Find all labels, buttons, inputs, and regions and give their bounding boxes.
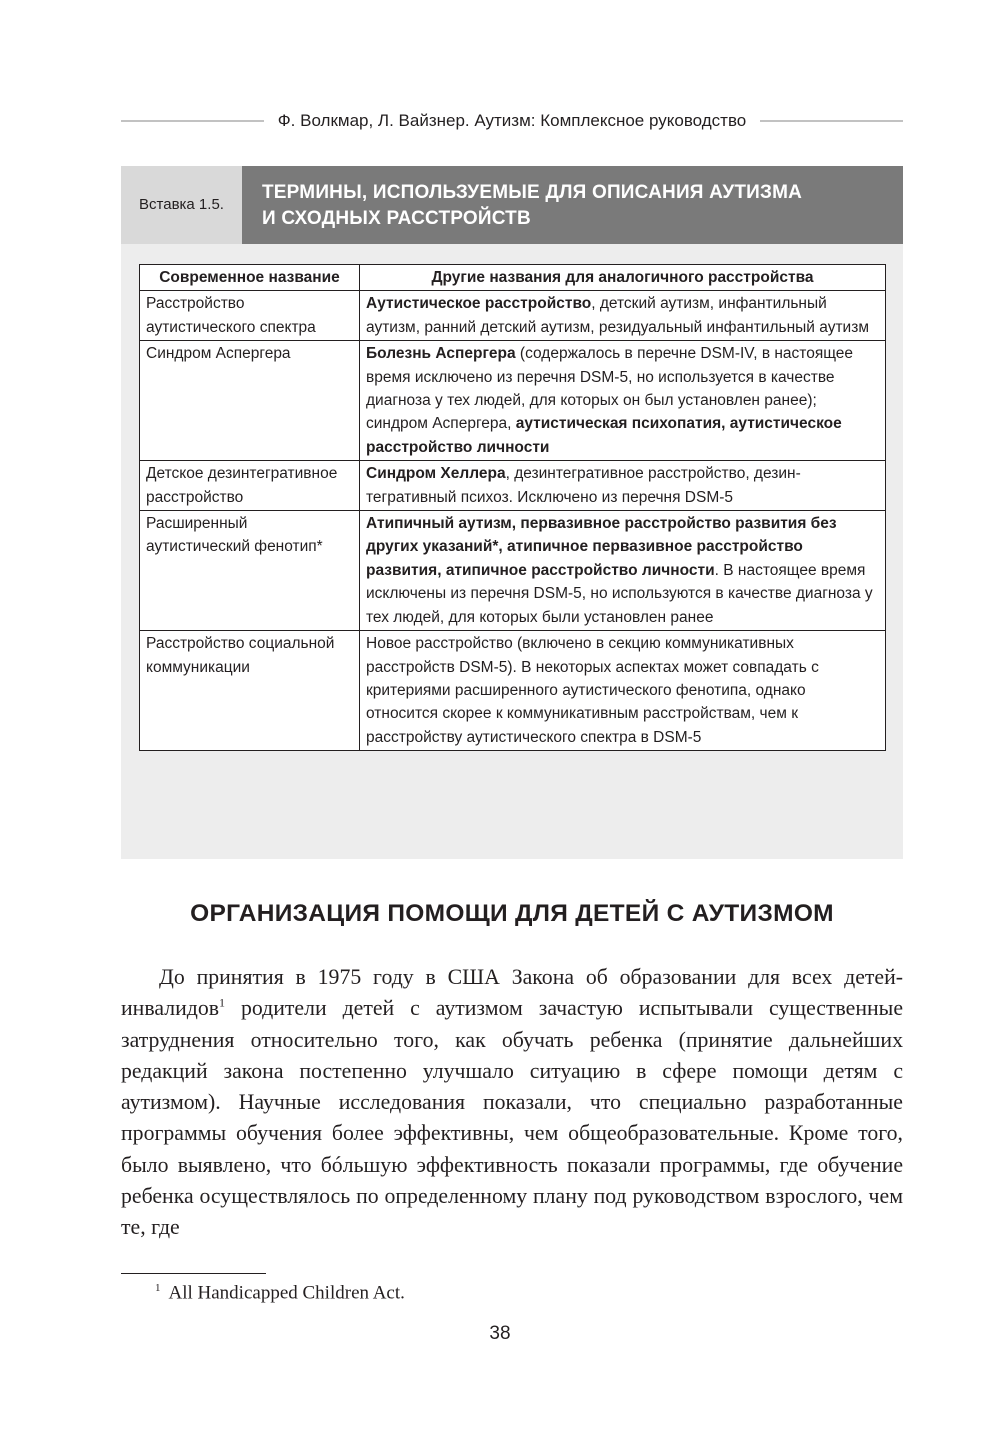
term-modern-name: Расстройство социальной коммуникации [140,631,360,751]
term-modern-name: Синдром Аспергера [140,341,360,461]
term-other-names [360,341,886,461]
term-text: . В настоящее время исключены из перечня DSM-5, но используются в качестве диагноза у тех людей, для которых были установлен ранее [366,561,873,626]
term-text: (содержалось в перечне DSM-IV, в настоящее время исключено из перечня DSM-5, но используется в качестве диагноза у тех людей, для которых он был установлен ранее); синдром Аспергера, [366,345,854,433]
footnote-mark: 1 [155,1282,161,1294]
term-highlight: Атипичный аутизм, первазивное расстройство развития без других указаний*, атипичное первазивное расстройство развития, атипичное расстройство личности [366,515,837,579]
terms-table [139,264,886,751]
term-text: Новое расстройство (включено в секцию коммуникативных расстройств DSM-5). В некоторых аспектах может совпадать с критериями расширенного аутистического фенотипа, однако относится скорее к коммуникативным расстройствам, чем к расстройству аутистического спектра в DSM-5 [366,635,819,746]
body-text-part2: родители детей с аутизмом зачастую испытывали существенные затруднения относительно того, как обучать ребенка (принятие дальнейших редакций закона постепенно улучшало ситуацию в сфере помощи детям с аутизмом). Научные исследования показали, что специально разработанные программы обучения более эффективны, чем общеобразовательные. Кроме того, было выявлено, что бóльшую эффективность показали программы, где обучение ребенка осуществлялось по определенному плану под руководством взрослого, чем те, где [121,996,903,1240]
term-modern-name: Расстройство аутистического спектра [140,291,360,341]
table-row [140,461,886,511]
inset-box-title-panel [242,166,903,244]
terms-table-body [140,291,886,751]
terms-table-header-modern: Современное название [140,265,360,291]
inset-box-label: Вставка 1.5. [121,166,242,244]
running-head-rule-right [760,120,903,122]
term-other-names [360,291,886,341]
footnote-rule [121,1273,266,1274]
terms-table-header-row [140,265,886,291]
running-head [121,108,903,134]
inset-box-title-line2: И СХОДНЫХ РАССТРОЙСТВ [262,208,531,229]
inset-box-header [121,166,903,244]
table-row [140,291,886,341]
running-head-rule-left [121,120,264,122]
inset-box [121,166,903,859]
term-other-names [360,631,886,751]
table-row [140,341,886,461]
term-highlight: аутистическая психопатия, аутистическое расстройство личности [366,415,842,456]
term-text: , детский аутизм, инфантильный аутизм, ранний детский аутизм, резидуальный инфантильный аутизм [366,295,869,336]
term-highlight: Синдром Хеллера [366,465,506,483]
page-number: 38 [489,1323,511,1344]
term-other-names [360,511,886,631]
terms-table-header-other: Другие названия для аналогичного расстройства [360,265,886,291]
inset-box-title [262,180,882,232]
term-modern-name: Детское дезинтегративное расстройство [140,461,360,511]
footnote-text: All Handicapped Children Act. [168,1282,405,1304]
running-head-text: Ф. Волкмар, Л. Вайзнер. Аутизм: Комплексное руководство [277,111,747,130]
term-modern-name: Расширенный аутистический фенотип* [140,511,360,631]
section-title: ОРГАНИЗАЦИЯ ПОМОЩИ ДЛЯ ДЕТЕЙ С АУТИЗМОМ [190,900,834,927]
term-highlight: Аутистическое расстройство [366,295,592,313]
term-highlight: Болезнь Аспергера [366,345,516,363]
body-footnote-mark: 1 [219,996,226,1011]
term-text: , дезинтегративное расстройство, дезинтегративный психоз. Исключено из перечня DSM-5 [366,465,801,506]
table-row [140,631,886,751]
footnote [155,1282,405,1304]
inset-box-title-line1: ТЕРМИНЫ, ИСПОЛЬЗУЕМЫЕ ДЛЯ ОПИСАНИЯ АУТИЗМА [262,182,803,203]
body-text-part1: До принятия в 1975 году в США Закона об образовании для всех детей-инвалидов [121,965,903,1021]
body-paragraph [121,962,903,1244]
term-other-names [360,461,886,511]
table-row [140,511,886,631]
